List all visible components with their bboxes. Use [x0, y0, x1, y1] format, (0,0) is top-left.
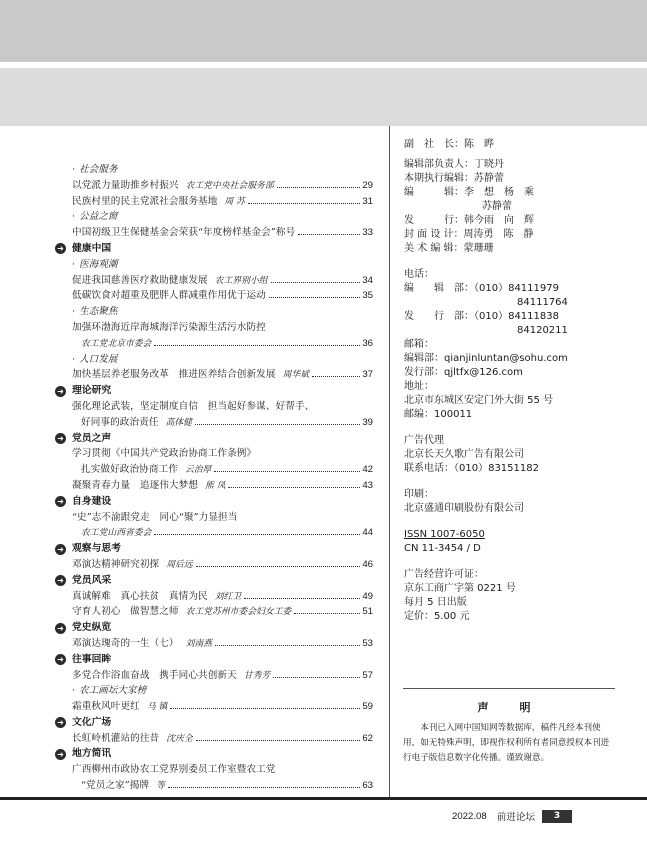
arrow-right-icon: ➜	[55, 717, 66, 728]
toc-section-label: 自身建设	[72, 495, 112, 507]
leader-dots	[170, 708, 360, 709]
toc-subsection	[55, 209, 373, 225]
toc-subsection-label: 人口发展	[79, 353, 118, 365]
leader-dots	[271, 282, 361, 283]
printer: 北京盛通印刷股份有限公司	[404, 503, 524, 514]
toc-entry	[55, 446, 373, 462]
toc-entry-title: 中国初级卫生保健基金会荣获“年度榜样基金会”称号	[72, 227, 296, 239]
toc-entry-page: 46	[362, 558, 373, 570]
toc-entry	[55, 778, 373, 794]
page-number: 3	[542, 810, 572, 823]
editorial-director: 编辑部负责人：丁晓丹	[404, 159, 504, 170]
toc-entry	[55, 194, 373, 210]
toc-section-label: 党员之声	[72, 432, 112, 444]
toc-subsection	[55, 257, 373, 273]
toc-section	[55, 573, 373, 589]
bullet-icon: ·	[72, 685, 76, 697]
leader-dots	[196, 740, 361, 741]
toc-entry-author: 熊 凤	[205, 480, 226, 491]
leader-dots	[195, 424, 360, 425]
toc-entry	[55, 731, 373, 747]
toc-entry-title: 邓演达精神研究初探	[72, 558, 160, 570]
toc-entry-title: 真诚解难 真心扶贫 真情为民	[72, 590, 208, 602]
toc-section	[55, 652, 373, 668]
statement-body: 本刊已入网中国知网等数据库，稿件凡经本刊使用，如无特殊声明，即视作权利所有者同意授权本刊进行电子版信息数字化传播。谨致谢意。	[403, 723, 610, 763]
bullet-icon: ·	[72, 306, 76, 318]
editorial-phone-2: 84111764	[517, 297, 568, 308]
toc-subsection-label: 生态聚焦	[79, 306, 118, 318]
leader-dots	[312, 376, 360, 377]
toc-entry-title: “史”志不渝跟党走 同心“聚”力显担当	[72, 511, 238, 523]
toc-section-label: 党史纵览	[72, 622, 112, 634]
toc-entry-author: 周华斌	[282, 370, 309, 381]
toc-entry	[55, 225, 373, 241]
issue-date: 2022.08	[452, 810, 487, 822]
toc-entry-author: 周后远	[166, 559, 193, 570]
postcode: 邮编：100011	[404, 409, 473, 420]
toc-entry	[55, 636, 373, 652]
magazine-name: 前进论坛	[496, 812, 536, 823]
arrow-right-icon: ➜	[55, 433, 66, 444]
issn-number: ISSN 1007-6050	[404, 529, 485, 540]
leader-dots	[248, 203, 361, 204]
toc-entry-title: 加快基层养老服务改革 推进医养结合创新发展	[72, 369, 276, 381]
toc-entry-title: 扎实做好政治协商工作	[81, 464, 178, 476]
toc-entry-page: 53	[362, 637, 373, 649]
toc-entry-author: 农工党苏州市委会妇女工委	[185, 607, 292, 618]
toc-entry-title: 加强环渤海近岸海城海洋污染源生活污水防控	[72, 321, 266, 333]
toc-subsection-label: 医海观潮	[79, 258, 118, 270]
editors-cont: 苏静蕾	[482, 201, 512, 212]
toc-entry	[55, 367, 373, 383]
toc-entry-author: 刘南燕	[185, 638, 213, 649]
toc-entry-title: 低碳饮食对超重及肥胖人群减重作用优于运动	[72, 290, 266, 302]
price: 定价：5.00 元	[404, 611, 470, 622]
toc-entry	[55, 668, 373, 684]
toc-subsection-label: 农工画坛大家榜	[79, 685, 147, 697]
toc-entry-author: 马 镇	[146, 702, 168, 713]
email-label: 邮箱：	[404, 339, 434, 350]
toc-entry	[55, 762, 373, 778]
toc-section-label: 地方简讯	[72, 748, 112, 760]
toc-entry-page: 33	[362, 227, 373, 239]
toc-entry-author: 沈庆全	[166, 733, 193, 744]
toc-entry-author: 农工界别小组	[214, 275, 268, 286]
editorial-email: 编辑部：qianjinluntan@sohu.com	[404, 353, 568, 364]
statement-box	[403, 688, 615, 766]
bullet-icon: ·	[72, 211, 76, 223]
toc-entry-title: 好同事的政治责任	[81, 416, 159, 428]
toc-entry-page: 59	[362, 701, 373, 713]
phone-label: 电话：	[404, 269, 434, 280]
statement-title: 声 明	[477, 701, 541, 714]
toc-section	[55, 494, 373, 510]
cover-design: 封 面 设 计：周涛勇 陈 静	[404, 229, 534, 240]
toc-entry	[55, 478, 373, 494]
editorial-phone: 编 辑 部：（010）84111979	[404, 283, 559, 294]
leader-dots	[228, 487, 360, 488]
toc-section	[55, 431, 373, 447]
toc-subsection	[55, 683, 373, 699]
toc-entry-author: 农工党中央社会服务部	[185, 180, 274, 191]
toc-entry-author: 高体健	[165, 417, 192, 428]
toc-entry-page: 43	[362, 479, 373, 491]
ads-agency: 北京长天久歌广告有限公司	[404, 449, 524, 460]
top-gray-band	[0, 0, 647, 62]
toc-entry	[55, 178, 373, 194]
toc-section	[55, 746, 373, 762]
issuing-email: 发行部：qjltfx@126.com	[404, 367, 523, 378]
toc-section-label: 文化广场	[72, 716, 112, 728]
toc-entry	[55, 462, 373, 478]
toc-entry-title: 凝聚青春力量 追逐伟大梦想	[72, 479, 199, 491]
toc-entry	[55, 273, 373, 289]
toc-entry	[55, 699, 373, 715]
toc-entry	[55, 557, 373, 573]
license-label: 广告经营许可证：	[404, 569, 484, 580]
toc-entry	[55, 604, 373, 620]
license-number: 京东工商广字第 0221 号	[404, 583, 516, 594]
bullet-icon: ·	[72, 164, 76, 175]
executive-editor: 本期执行编辑：苏静蕾	[404, 173, 504, 184]
toc-section	[55, 241, 373, 257]
editors: 编 辑：李 想 杨 乘	[404, 187, 534, 198]
toc-section-label: 往事回眸	[72, 653, 112, 665]
toc-entry-page: 36	[362, 337, 373, 349]
toc-entry	[55, 510, 373, 526]
toc-subsection-label: 社会服务	[79, 164, 118, 175]
leader-dots	[277, 187, 361, 188]
toc-entry	[55, 336, 373, 352]
toc-entry-title: 民族村里的民主党派社会服务基地	[72, 195, 218, 207]
toc-entry-author: 周 苏	[224, 196, 245, 207]
arrow-right-icon: ➜	[55, 243, 66, 254]
toc-entry-author: 农工党山西省委会	[81, 528, 152, 539]
toc-entry-title: 邓演达瑰奇的一生（七）	[72, 637, 179, 649]
column-divider	[389, 126, 390, 798]
arrow-right-icon: ➜	[55, 749, 66, 760]
toc-entry-title: 以党派力量助推乡村振兴	[72, 179, 179, 191]
ads-label: 广告代理	[404, 435, 444, 446]
toc-subsection	[55, 304, 373, 320]
leader-dots	[214, 471, 360, 472]
toc-entry-page: 35	[362, 290, 373, 302]
toc-subsection	[55, 162, 373, 178]
table-of-contents	[55, 162, 373, 794]
address: 北京市东城区安定门外大街 55 号	[404, 395, 554, 406]
footer-rule	[0, 797, 647, 800]
toc-section	[55, 541, 373, 557]
leader-dots	[215, 645, 360, 646]
leader-dots	[273, 677, 360, 678]
toc-entry-author: 甘秀芳	[243, 670, 271, 681]
toc-entry-title: 促进我国慈善医疗救助健康发展	[72, 274, 208, 286]
bullet-icon: ·	[72, 353, 76, 365]
toc-entry-title: 多党合作浴血奋战 携手同心共创新天	[72, 669, 237, 681]
toc-entry-page: 57	[362, 669, 373, 681]
deputy-president: 副 社 长：陈 晔	[404, 139, 494, 150]
toc-entry-page: 42	[362, 464, 373, 476]
toc-entry-page: 51	[362, 606, 373, 618]
issuer: 发 行：韩今雨 向 辉	[404, 215, 534, 226]
leader-dots	[244, 598, 360, 599]
header-gray-band	[0, 68, 647, 126]
leader-dots	[154, 345, 360, 346]
toc-entry-author: 云治厚	[184, 465, 212, 476]
toc-section	[55, 383, 373, 399]
toc-entry-title: 霜重秋风叶更红	[72, 701, 140, 713]
toc-section-label: 健康中国	[72, 242, 112, 254]
toc-entry-page: 49	[362, 590, 373, 602]
arrow-right-icon: ➜	[55, 386, 66, 397]
arrow-right-icon: ➜	[55, 575, 66, 586]
toc-entry-author: 等	[156, 781, 165, 792]
toc-subsection	[55, 352, 373, 368]
publish-schedule: 每月 5 日出版	[404, 597, 467, 608]
toc-section	[55, 620, 373, 636]
ads-phone: 联系电话：（010）83151182	[404, 463, 539, 474]
arrow-right-icon: ➜	[55, 623, 66, 634]
toc-entry-page: 44	[362, 527, 373, 539]
toc-entry-page: 31	[362, 195, 373, 207]
toc-entry-title: 长虹岭机灌站的往昔	[72, 732, 160, 744]
toc-subsection-label: 公益之窗	[79, 211, 118, 223]
cn-number: CN 11-3454 / D	[404, 543, 481, 554]
arrow-right-icon: ➜	[55, 496, 66, 507]
toc-entry-title: 守育人初心 做智慧之师	[72, 606, 179, 618]
toc-entry-page: 34	[362, 274, 373, 286]
toc-section	[55, 715, 373, 731]
toc-entry	[55, 288, 373, 304]
toc-entry-page: 63	[362, 780, 373, 792]
toc-entry	[55, 399, 373, 415]
toc-entry-page: 29	[362, 179, 373, 191]
masthead-info	[404, 138, 604, 624]
page-footer	[452, 809, 572, 823]
bullet-icon: ·	[72, 258, 76, 270]
arrow-right-icon: ➜	[55, 654, 66, 665]
leader-dots	[269, 297, 360, 298]
toc-entry-author: 农工党北京市委会	[81, 338, 152, 349]
toc-entry-author: 刘红卫	[214, 591, 242, 602]
toc-entry-page: 39	[362, 416, 373, 428]
toc-entry-page: 37	[362, 369, 373, 381]
issuing-phone: 发 行 部：（010）84111838	[404, 311, 559, 322]
toc-entry-title: 学习贯彻《中国共产党政治协商工作条例》	[72, 448, 257, 460]
issuing-phone-2: 84120211	[517, 325, 568, 336]
arrow-right-icon: ➜	[55, 544, 66, 555]
toc-entry-title: 广西柳州市政协农工党界别委员工作室暨农工党	[72, 764, 276, 776]
toc-section-label: 观察与思考	[72, 543, 121, 555]
toc-entry-page: 62	[362, 732, 373, 744]
toc-entry	[55, 525, 373, 541]
toc-entry-title: “党员之家”揭牌	[81, 780, 150, 792]
leader-dots	[294, 613, 360, 614]
toc-entry	[55, 415, 373, 431]
leader-dots	[168, 787, 360, 788]
toc-entry	[55, 320, 373, 336]
leader-dots	[154, 534, 360, 535]
art-editor: 美 术 编 辑：蒙珊珊	[404, 243, 494, 254]
toc-entry	[55, 589, 373, 605]
toc-entry-title: 强化理论武装，坚定制度自信 担当起好参谋、好帮手、	[72, 400, 315, 412]
address-label: 地址：	[404, 381, 434, 392]
toc-section-label: 理论研究	[72, 385, 112, 397]
toc-section-label: 党员风采	[72, 574, 112, 586]
printing-label: 印刷：	[404, 489, 434, 500]
leader-dots	[196, 566, 361, 567]
leader-dots	[298, 234, 360, 235]
